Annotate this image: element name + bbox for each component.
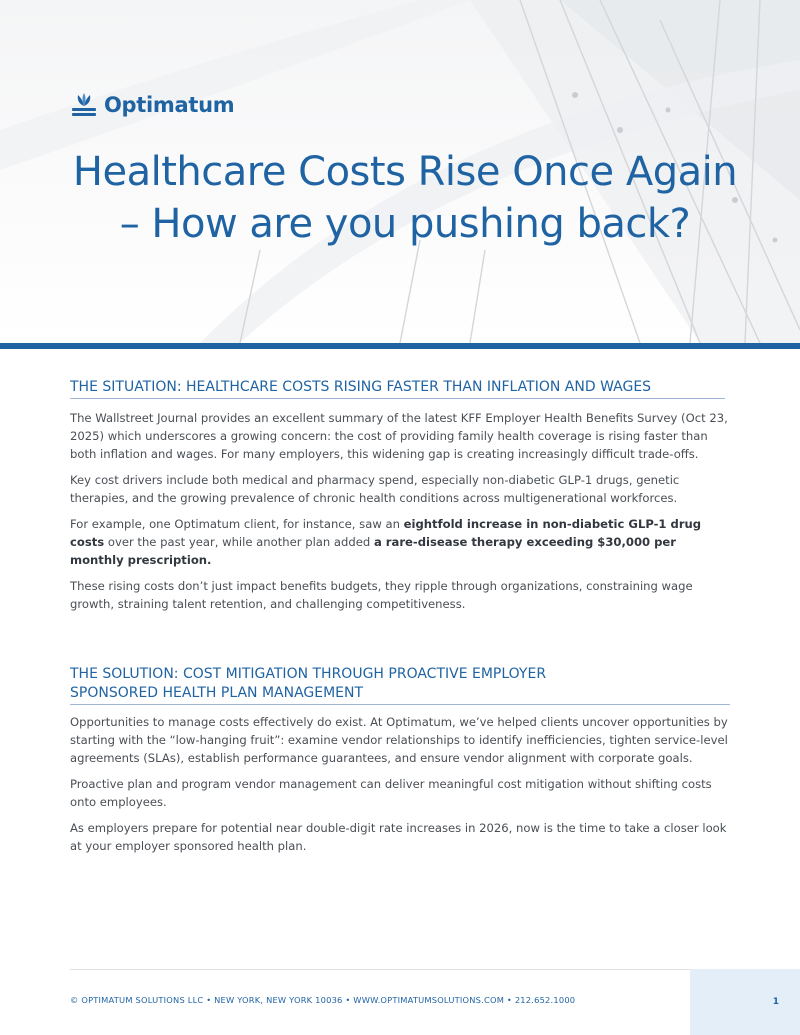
solution-paragraph-2: Proactive plan and program vendor management can deliver meaningful cost mitigation without shifting costs onto employees. — [70, 777, 712, 809]
page-title — [40, 146, 770, 250]
p3-text-a: For example, one Optimatum client, for instance, saw an — [70, 517, 404, 531]
title-line-1: Healthcare Costs Rise Once Again — [72, 149, 738, 195]
p3-text-c: over the past year, while another plan added — [104, 535, 374, 549]
footer-divider — [70, 969, 690, 970]
solution-heading — [70, 665, 730, 705]
situation-paragraph-1: The Wallstreet Journal provides an excellent summary of the latest KFF Employer Health Benefits Survey (Oct 23, 2025) which underscores a growing concern: the cost of providing family health coverage is rising faster than both inflation and wages. For many employers, this widening gap is creating increasingly difficult trade-offs. — [70, 411, 728, 461]
situation-paragraph-4: These rising costs don’t just impact benefits budgets, they ripple through organizations, constraining wage growth, straining talent retention, and challenging competitiveness. — [70, 579, 693, 611]
solution-heading-line-1: THE SOLUTION: COST MITIGATION THROUGH PROACTIVE EMPLOYER — [70, 666, 547, 682]
title-line-2: – How are you pushing back? — [119, 201, 691, 247]
situation-paragraph-2: Key cost drivers include both medical and pharmacy spend, especially non-diabetic GLP-1 drugs, genetic therapies, and the growing prevalence of chronic health conditions across multigenerational workforces. — [70, 473, 680, 505]
page-number: 1 — [772, 997, 779, 1007]
footer-contact: © OPTIMATUM SOLUTIONS LLC • NEW YORK, NEW YORK 10036 • WWW.OPTIMATUMSOLUTIONS.COM • 212.652.1000 — [70, 995, 576, 1005]
p3-emphasis-glp1: eightfold increase in non-diabetic GLP-1 drug costs — [70, 517, 702, 549]
wheat-leaf-icon — [70, 92, 98, 118]
solution-paragraph-3: As employers prepare for potential near double-digit rate increases in 2026, now is the time to take a closer look at your employer sponsored health plan. — [70, 821, 727, 853]
hero-banner — [0, 0, 800, 343]
solution-heading-line-2: SPONSORED HEALTH PLAN MANAGEMENT — [70, 685, 364, 701]
hero-divider — [0, 343, 800, 349]
page-number-box — [690, 969, 800, 1035]
situation-paragraph-3 — [70, 515, 730, 569]
solution-body — [70, 713, 730, 863]
solution-paragraph-1: Opportunities to manage costs effectively do exist. At Optimatum, we’ve helped clients uncover opportunities by starting with the “low-hanging fruit”: examine vendor relationships to identify inefficiencies, tighten service-level agreements (SLAs), establish performance guarantees, and ensure vendor alignment with corporate goals. — [70, 715, 728, 765]
situation-heading: THE SITUATION: HEALTHCARE COSTS RISING FASTER THAN INFLATION AND WAGES — [70, 378, 725, 399]
situation-body — [70, 409, 730, 621]
logo-wordmark: Optimatum — [104, 93, 235, 117]
brand-logo — [70, 91, 234, 119]
p3-emphasis-rare-disease: a rare-disease therapy exceeding $30,000 per monthly prescription. — [70, 535, 677, 567]
